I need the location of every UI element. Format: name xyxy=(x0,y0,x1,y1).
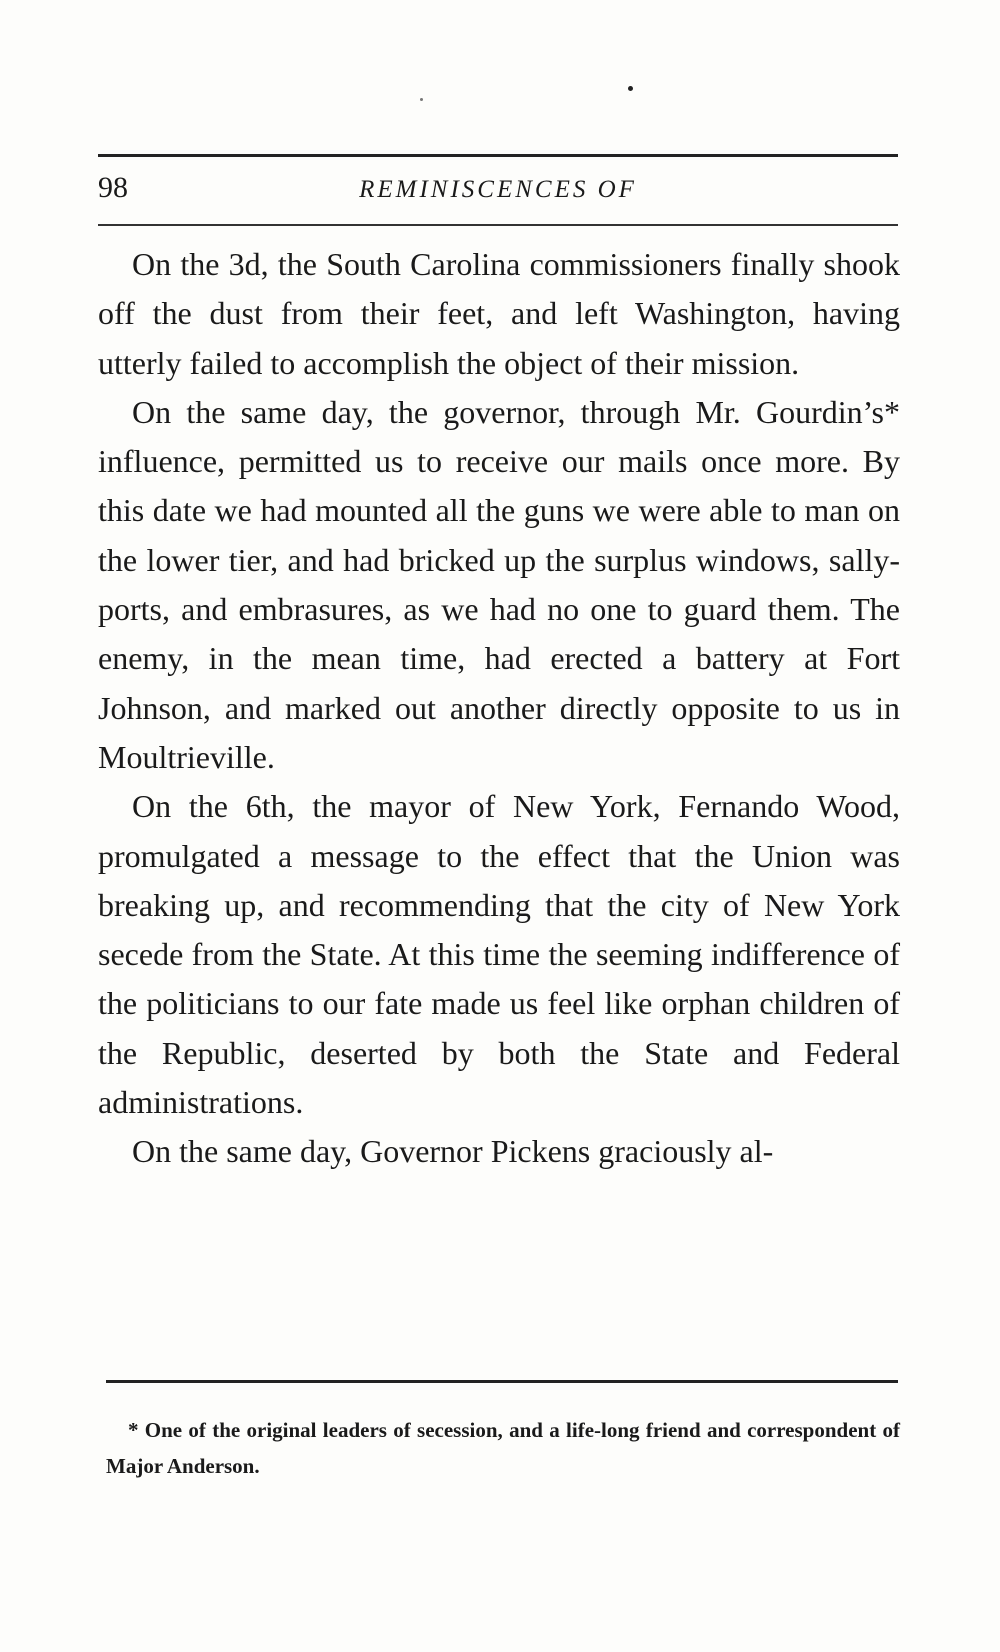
print-speck xyxy=(420,98,423,101)
paragraph: On the 6th, the mayor of New York, Fernando Wood, promulgated a message to the effect that the Union was breaking up, and recommending that the city of New York secede from the State. At this time the seeming indifference of the politicians to our fate made us feel like orphan children of the Republic, deserted by both the State and Federal administrations. xyxy=(98,788,900,1121)
paragraph: On the 3d, the South Carolina commissioners finally shook off the dust from their feet, and left Washington, having utterly failed to accomplish the object of their mission. xyxy=(98,246,900,381)
footnote-text: * One of the original leaders of secession, and a life-long friend and correspondent of Major Anderson. xyxy=(106,1418,900,1478)
body-text xyxy=(98,240,900,1177)
top-rule xyxy=(98,154,898,157)
running-head: REMINISCENCES OF xyxy=(359,176,637,203)
footnote-rule xyxy=(106,1380,898,1383)
footnote xyxy=(106,1412,900,1484)
page-header xyxy=(98,168,898,212)
print-speck xyxy=(628,86,633,91)
header-rule xyxy=(98,224,898,226)
paragraph: On the same day, Governor Pickens graciously al- xyxy=(132,1133,774,1170)
paragraph: On the same day, the governor, through Mr. Gourdin’s* influence, permitted us to receive our mails once more. By this date we had mounted all the guns we were able to man on the lower tier, and had bricked up the surplus windows, sally-ports, and embrasures, as we had no one to guard them. The enemy, in the mean time, had erected a battery at Fort Johnson, and marked out another directly opposite to us in Moultrieville. xyxy=(98,393,900,775)
page-number: 98 xyxy=(98,171,128,204)
